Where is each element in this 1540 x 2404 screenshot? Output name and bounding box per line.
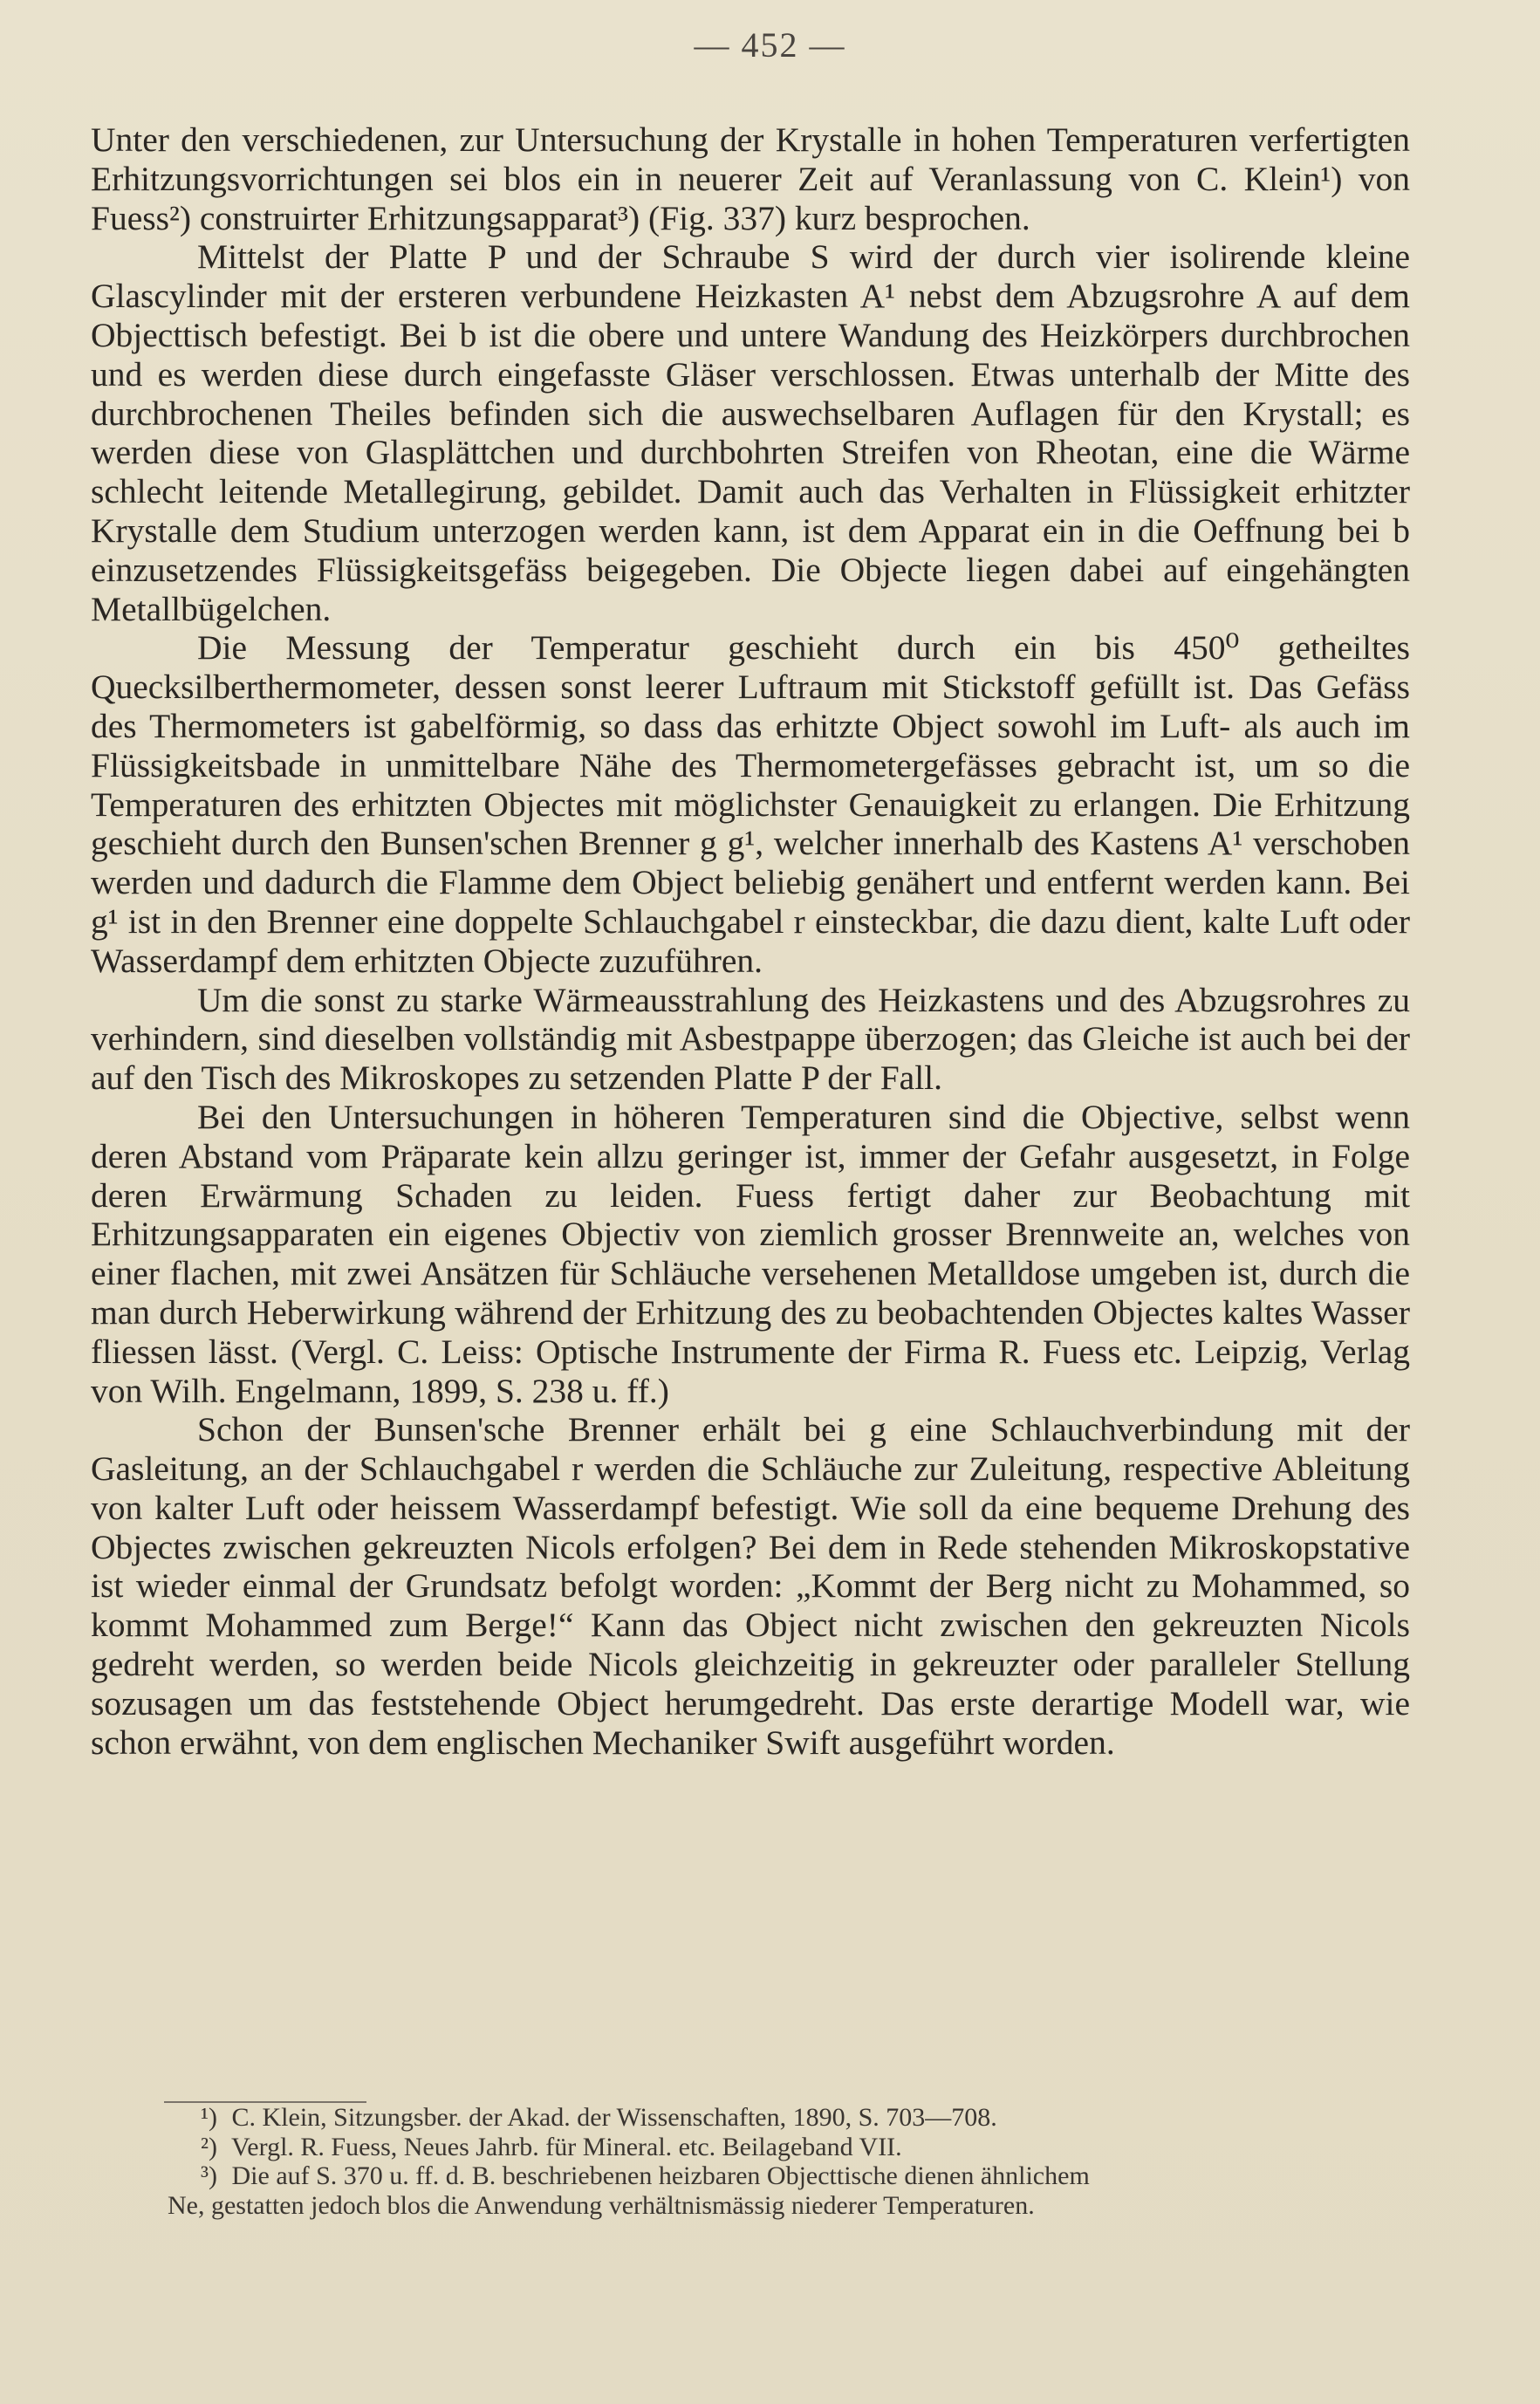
footnote bbox=[201, 2133, 1433, 2162]
footnote-mark: ³) bbox=[201, 2161, 217, 2190]
footnote-text: Vergl. R. Fuess, Neues Jahrb. für Mineral. etc. Beilageband VII. bbox=[230, 2132, 902, 2161]
page-number: — 452 — bbox=[694, 25, 846, 65]
paragraph bbox=[91, 1098, 1410, 1410]
paragraph-text: Unter den verschiedenen, zur Untersuchung der Krystalle in hohen Temperaturen verfertigten Erhitzungsvorrichtungen sei blos ein in neuerer Zeit auf Veranlassung von C. Klein¹) von Fuess²) construirter Erhitzungsapparat³) (Fig. 337) kurz besprochen. bbox=[91, 120, 1410, 237]
paragraph-text: Bei den Untersuchungen in höheren Temperaturen sind die Objective, selbst wenn deren Abstand vom Präparate kein allzu geringer ist, immer der Gefahr ausgesetzt, in Folge deren Erwärmung Schaden zu leiden. Fuess fertigt daher zur Beobachtung mit Erhitzungsapparaten ein eigenes Objectiv von ziemlich grosser Brennweite an, welches von einer flachen, mit zwei Ansätzen für Schläuche versehenen Metalldose umgeben ist, durch die man durch Heberwirkung während der Erhitzung des zu beobachtenden Objectes kaltes Wasser fliessen lässt. (Vergl. C. Leiss: Optische Instrumente der Firma R. Fuess etc. Leipzig, Verlag von Wilh. Engelmann, 1899, S. 238 u. ff.) bbox=[91, 1097, 1410, 1410]
paragraph bbox=[91, 120, 1410, 237]
footnote-mark: ²) bbox=[201, 2132, 217, 2161]
paragraph bbox=[91, 237, 1410, 628]
footnote bbox=[201, 2161, 1433, 2191]
footnote-text: C. Klein, Sitzungsber. der Akad. der Wissenschaften, 1890, S. 703—708. bbox=[231, 2103, 997, 2132]
paragraph-text: Um die sonst zu starke Wärmeausstrahlung des Heizkastens und des Abzugsrohres zu verhindern, sind dieselben vollständig mit Asbestpappe überzogen; das Gleiche ist auch bei der auf den Tisch des Mikroskopes zu setzenden Platte P der Fall. bbox=[91, 980, 1410, 1098]
body-text bbox=[91, 120, 1410, 1762]
footnote-text: Ne, gestatten jedoch blos die Anwendung verhältnismässig niederer Temperaturen. bbox=[168, 2190, 1035, 2220]
footnote-mark: ¹) bbox=[201, 2103, 217, 2132]
footnotes bbox=[168, 2103, 1433, 2220]
paragraph-text: Mittelst der Platte P und der Schraube S wird der durch vier isolirende kleine Glascylinder mit der ersteren verbundene Heizkasten A¹ nebst dem Abzugsrohre A auf dem Objecttisch befestigt. Bei b ist die obere und untere Wandung des Heizkörpers durchbrochen und es werden diese durch eingefasste Gläser verschlossen. Etwas unterhalb der Mitte des durchbrochenen Theiles befinden sich die auswechselbaren Auflagen für den Krystall; es werden diese von Glasplättchen und durchbohrten Streifen von Rheotan, eine die Wärme schlecht leitende Metallegirung, gebildet. Damit auch das Verhalten in Flüssigkeit erhitzter Krystalle dem Studium unterzogen werden kann, ist dem Apparat ein in die Oeffnung bei b einzusetzendes Flüssigkeitsgefäss beigegeben. Die Objecte liegen dabei auf eingehängten Metallbügelchen. bbox=[91, 237, 1410, 628]
footnote-continuation bbox=[168, 2191, 1433, 2221]
footnote bbox=[201, 2103, 1433, 2133]
paragraph-text: Schon der Bunsen'sche Brenner erhält bei g eine Schlauchverbindung mit der Gasleitung, an der Schlauchgabel r werden die Schläuche zur Zuleitung, respective Ableitung von kalter Luft oder heissem Wasserdampf befestigt. Wie soll da eine bequeme Drehung des Objectes zwischen gekreuzten Nicols erfolgen? Bei dem in Rede stehenden Mikroskopstative ist wieder einmal der Grundsatz befolgt worden: „Kommt der Berg nicht zu Mohammed, so kommt Mohammed zum Berge!“ Kann das Object nicht zwischen den gekreuzten Nicols gedreht werden, so werden beide Nicols gleichzeitig in gekreuzter oder paralleler Stellung sozusagen um das feststehende Object herumgedreht. Das erste derartige Modell war, wie schon erwähnt, von dem englischen Mechaniker Swift ausgeführt worden. bbox=[91, 1410, 1410, 1762]
paragraph-text: Die Messung der Temperatur geschieht durch ein bis 450⁰ getheiltes Quecksilberthermometer, dessen sonst leerer Luftraum mit Stickstoff gefüllt ist. Das Gefäss des Thermometers ist gabelförmig, so dass das erhitzte Object sowohl im Luft- als auch im Flüssigkeitsbade in unmittelbare Nähe des Thermometergefässes gebracht ist, um so die Temperaturen des erhitzten Objectes mit möglichster Genauigkeit zu erlangen. Die Erhitzung geschieht durch den Bunsen'schen Brenner g g¹, welcher innerhalb des Kastens A¹ verschoben werden und dadurch die Flamme dem Object beliebig genähert und entfernt werden kann. Bei g¹ ist in den Brenner eine doppelte Schlauchgabel r einsteckbar, die dazu dient, kalte Luft oder Wasserdampf dem erhitzten Objecte zuzuführen. bbox=[91, 628, 1410, 980]
paragraph bbox=[91, 1410, 1410, 1762]
footnote-text: Die auf S. 370 u. ff. d. B. beschriebenen heizbaren Objecttische dienen ähnlichem bbox=[231, 2161, 1090, 2190]
paragraph bbox=[91, 628, 1410, 980]
paragraph bbox=[91, 981, 1410, 1098]
